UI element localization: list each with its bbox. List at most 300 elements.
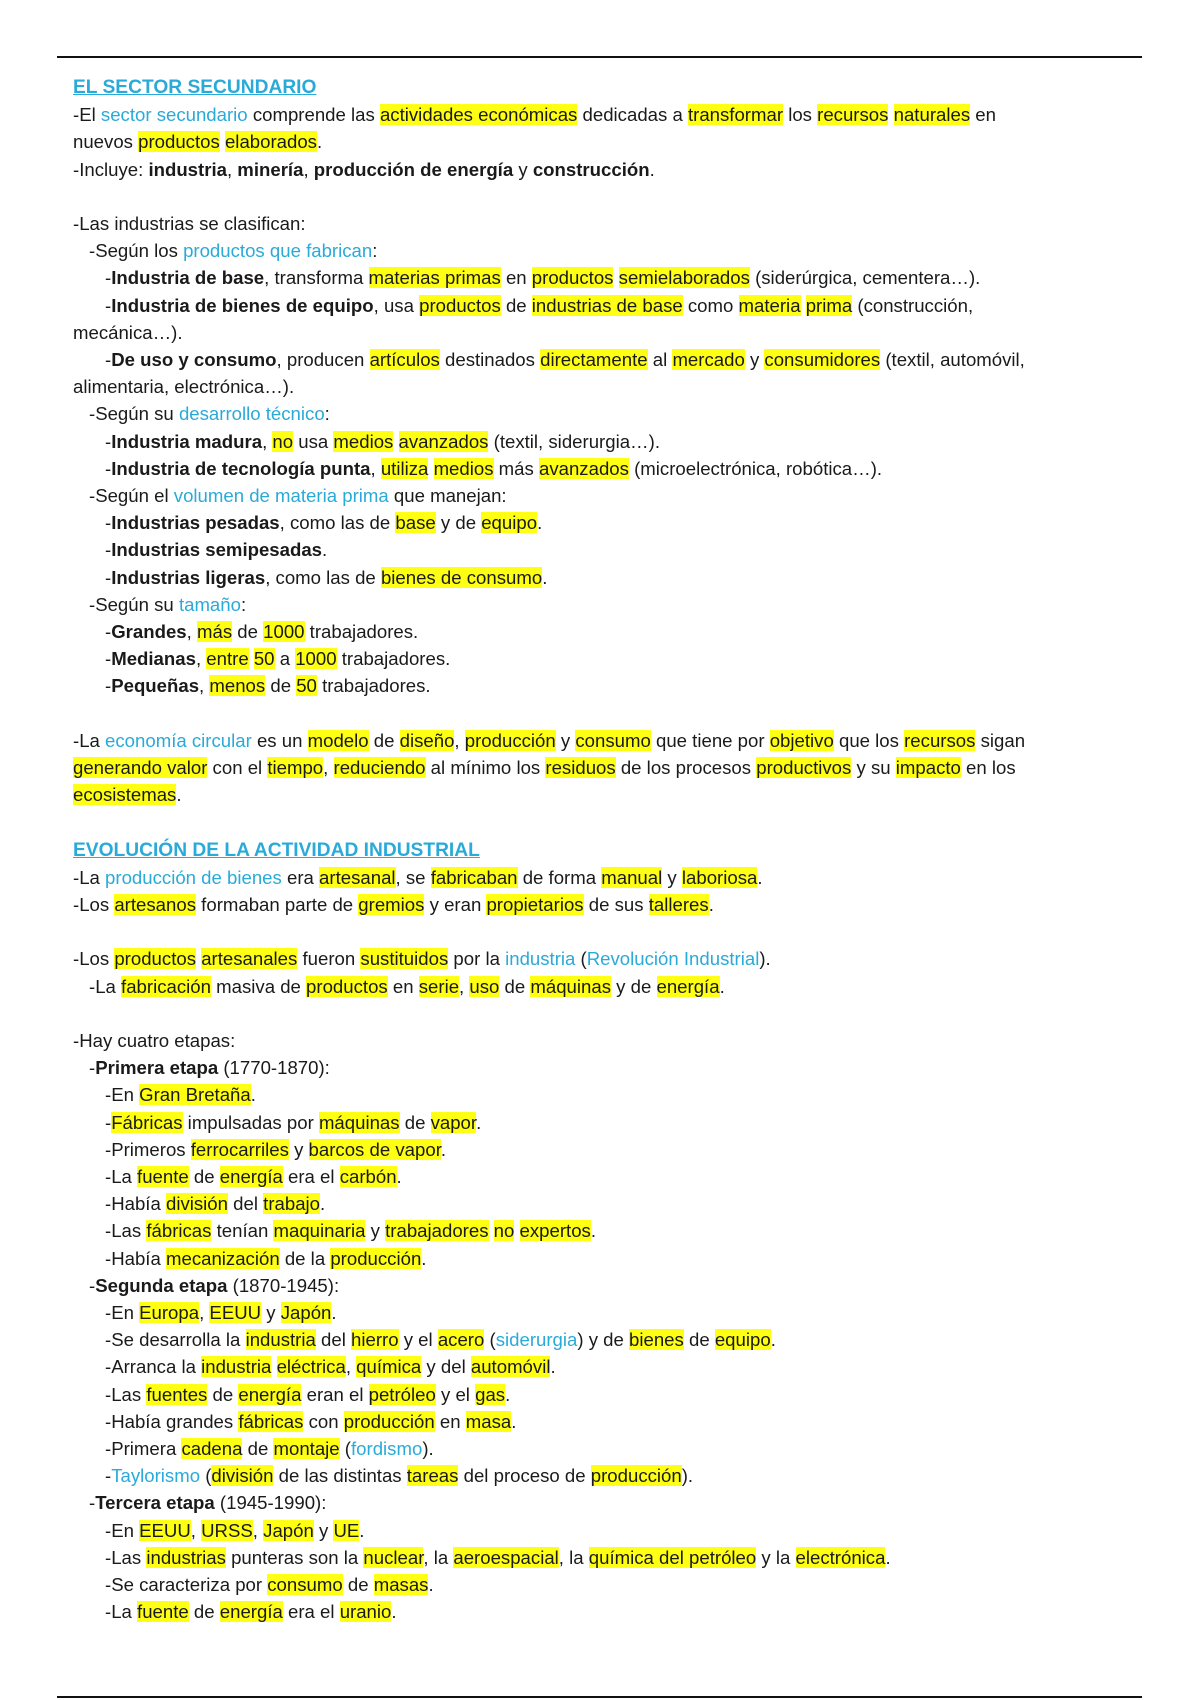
text-line	[73, 1163, 1123, 1190]
section-heading-line	[73, 73, 1123, 101]
text-span: fueron	[297, 948, 361, 970]
text-span: .	[708, 894, 714, 916]
text-span: de	[265, 675, 297, 697]
text-line	[73, 346, 1123, 373]
text-span: y de	[435, 512, 482, 534]
text-line	[73, 455, 1123, 482]
highlighted-term: industrias de base	[531, 294, 683, 316]
highlighted-term: entre	[206, 648, 249, 670]
text-span: .	[590, 1220, 597, 1242]
text-span: de	[500, 294, 532, 316]
text-span: -	[105, 675, 112, 697]
text-span: .	[316, 131, 323, 153]
highlighted-term: utiliza	[380, 457, 429, 479]
key-term: productos que fabrican	[183, 240, 373, 262]
text-span: .	[770, 1329, 776, 1351]
text-span: y	[555, 729, 576, 751]
text-span: y	[313, 1519, 334, 1541]
highlighted-term: ferrocarriles	[190, 1138, 289, 1160]
text-line	[73, 1598, 1123, 1625]
bold-term: Industria de base	[111, 267, 265, 289]
text-span	[613, 267, 618, 288]
highlighted-term: 1000	[295, 648, 337, 670]
text-span: :	[372, 240, 378, 262]
text-span: de	[242, 1438, 274, 1460]
highlighted-term: recursos	[817, 104, 889, 126]
text-line	[73, 1435, 1123, 1462]
text-span: :	[324, 403, 330, 425]
highlighted-term: masa	[465, 1410, 512, 1432]
text-span: -Las industrias se clasifican:	[73, 213, 306, 234]
text-span: -Arranca la	[105, 1356, 202, 1378]
text-line	[73, 1190, 1123, 1217]
text-span: -La	[73, 866, 106, 888]
text-span: .	[421, 1247, 427, 1269]
highlighted-term: transformar	[687, 104, 784, 126]
highlighted-term: artesanales	[201, 948, 298, 970]
highlighted-term: manual	[601, 866, 663, 888]
highlighted-term: división	[211, 1465, 274, 1487]
highlighted-term: más	[196, 621, 233, 643]
text-span: de	[232, 621, 264, 643]
highlighted-term: energía	[238, 1383, 302, 1405]
highlighted-term: Gran Bretaña	[139, 1084, 251, 1106]
text-span: ,	[303, 158, 314, 180]
text-span: de	[342, 1574, 374, 1596]
text-span: ).	[422, 1438, 434, 1460]
text-span: ,	[345, 1356, 357, 1378]
highlighted-term: maquinaria	[273, 1220, 366, 1242]
text-span: -Se desarrolla la	[105, 1329, 246, 1351]
text-span: ,	[226, 158, 238, 180]
text-line	[73, 1109, 1123, 1136]
highlighted-term: impacto	[895, 757, 961, 779]
key-term: tamaño	[178, 593, 241, 615]
text-line	[73, 1054, 1123, 1081]
text-span: era el	[282, 1166, 340, 1188]
text-line	[73, 672, 1123, 699]
highlighted-term: uranio	[339, 1601, 392, 1623]
text-line	[73, 292, 1123, 319]
bold-term: Pequeñas	[111, 675, 200, 697]
key-term: sector secundario	[100, 104, 248, 126]
text-span: los	[783, 104, 818, 126]
text-line	[73, 1326, 1123, 1353]
text-span: ,	[195, 648, 207, 670]
text-span: -La	[73, 729, 106, 751]
text-span: en	[500, 267, 532, 289]
text-span: tenían	[211, 1220, 274, 1242]
highlighted-term: consumo	[575, 729, 651, 751]
text-span: -La	[105, 1166, 138, 1188]
key-term: fordismo	[351, 1438, 423, 1460]
highlighted-term: artículos	[369, 349, 440, 371]
text-span: .	[440, 1138, 447, 1160]
text-span: -Según los	[89, 240, 184, 262]
highlighted-term: montaje	[273, 1438, 340, 1460]
text-span: ,	[370, 457, 381, 479]
text-span: (	[339, 1438, 351, 1460]
highlighted-term: carbón	[339, 1166, 397, 1188]
text-span: de forma	[517, 866, 602, 888]
highlighted-term: materias primas	[368, 267, 501, 289]
highlighted-term: objetivo	[769, 729, 834, 751]
key-term: producción de bienes	[105, 866, 282, 888]
text-span: destinados	[439, 349, 541, 371]
highlighted-term: equipo	[714, 1329, 771, 1351]
text-span: por la	[448, 948, 506, 970]
text-span: .	[537, 512, 543, 534]
bold-term: Tercera etapa	[95, 1492, 215, 1514]
text-span: .	[719, 975, 725, 997]
text-line	[73, 618, 1123, 645]
highlighted-term: prima	[805, 294, 853, 316]
bold-term: Medianas	[111, 648, 196, 670]
section-heading: EVOLUCIÓN DE LA ACTIVIDAD INDUSTRIAL	[73, 839, 480, 861]
text-span: ,	[252, 1519, 264, 1541]
highlighted-term: residuos	[545, 757, 616, 779]
text-span: .	[359, 1519, 365, 1541]
text-span	[271, 1356, 276, 1377]
highlighted-term: UE	[333, 1519, 360, 1541]
text-span: -	[89, 1274, 96, 1296]
highlighted-term: productos	[419, 294, 501, 316]
text-span: ,	[459, 975, 470, 997]
highlighted-term: acero	[437, 1329, 485, 1351]
text-span: -	[105, 1111, 112, 1133]
highlighted-term: electrónica	[795, 1546, 886, 1568]
text-span: -En	[105, 1302, 140, 1324]
text-line	[73, 1081, 1123, 1108]
text-span: y	[365, 1220, 386, 1242]
text-line	[73, 210, 1123, 237]
text-span: -	[105, 294, 112, 316]
highlighted-term: consumidores	[764, 349, 881, 371]
highlighted-term: industria	[245, 1329, 316, 1351]
text-span: -Las	[105, 1546, 147, 1568]
text-span: ).	[759, 948, 771, 970]
bold-term: producción de energía	[313, 158, 514, 180]
text-span: .	[649, 158, 655, 180]
bold-term: Industria de bienes de equipo	[111, 294, 374, 316]
highlighted-term: nuclear	[363, 1546, 424, 1568]
text-span: .	[476, 1111, 482, 1133]
highlighted-term: medios	[433, 457, 494, 479]
text-span: sigan	[975, 729, 1026, 751]
highlighted-term: consumo	[267, 1574, 343, 1596]
highlighted-term: fabricaban	[430, 866, 518, 888]
text-line	[73, 536, 1123, 563]
text-span: de	[399, 1111, 431, 1133]
highlighted-term: EEUU	[209, 1302, 262, 1324]
top-rule	[57, 56, 1142, 58]
highlighted-term: química del petróleo	[588, 1546, 757, 1568]
text-span: -	[105, 539, 112, 561]
text-span: -	[89, 1492, 96, 1514]
highlighted-term: energía	[219, 1601, 283, 1623]
text-span: de	[499, 975, 531, 997]
text-line	[73, 237, 1123, 264]
bold-term: Industria de tecnología punta	[111, 457, 371, 479]
bold-term: Industrias semipesadas	[111, 539, 323, 561]
text-span: con el	[207, 757, 268, 779]
text-span: -Según su	[89, 403, 179, 425]
text-span: -	[105, 430, 112, 452]
text-span: :	[240, 593, 247, 615]
text-span: nuevos	[73, 131, 139, 153]
blank-line	[73, 700, 1123, 727]
highlighted-term: fuentes	[146, 1383, 208, 1405]
text-span: en	[387, 975, 419, 997]
text-span: , transforma	[264, 267, 369, 289]
text-line	[73, 864, 1123, 891]
text-span: -Los	[73, 948, 115, 970]
text-span: y	[662, 866, 682, 888]
highlighted-term: tareas	[406, 1465, 459, 1487]
text-line	[73, 400, 1123, 427]
highlighted-term: 1000	[263, 621, 305, 643]
highlighted-term: sustituidos	[360, 948, 449, 970]
bold-term: Grandes	[111, 621, 187, 643]
text-span: -	[105, 457, 112, 479]
highlighted-term: generando valor	[73, 757, 208, 779]
key-term: desarrollo técnico	[178, 403, 325, 425]
highlighted-term: mecanización	[165, 1247, 280, 1269]
text-line	[73, 1245, 1123, 1272]
text-span: -El	[73, 104, 101, 126]
text-span: , como las de	[279, 512, 396, 534]
highlighted-term: medios	[333, 430, 394, 452]
text-line	[73, 319, 1123, 346]
highlighted-term: industrias	[146, 1546, 226, 1568]
text-span: -Las	[105, 1383, 147, 1405]
text-span: que los	[833, 729, 905, 751]
text-span: que tiene por	[650, 729, 770, 751]
text-span: -	[89, 1057, 96, 1079]
text-line	[73, 509, 1123, 536]
text-line	[73, 1027, 1123, 1054]
highlighted-term: semielaborados	[618, 267, 750, 289]
text-span: de sus	[583, 894, 649, 916]
text-span: al	[647, 349, 673, 371]
highlighted-term: aeroespacial	[453, 1546, 559, 1568]
highlighted-term: ecosistemas	[73, 784, 177, 806]
text-line	[73, 945, 1123, 972]
text-span: era el	[282, 1601, 340, 1623]
highlighted-term: mercado	[672, 349, 745, 371]
text-span: eran el	[301, 1383, 369, 1405]
text-span: .	[757, 866, 763, 888]
text-span: y	[288, 1138, 309, 1160]
text-line	[73, 1272, 1123, 1299]
text-span: de	[368, 729, 400, 751]
text-span	[428, 458, 433, 479]
text-span: dedicadas a	[577, 104, 688, 126]
text-line	[73, 564, 1123, 591]
text-span: (1870-1945):	[227, 1274, 340, 1296]
text-span: (construcción,	[852, 294, 974, 316]
highlighted-term: 50	[253, 648, 275, 670]
text-span: -	[105, 267, 112, 289]
key-term: volumen de materia prima	[173, 485, 389, 507]
text-span: alimentaria, electrónica…).	[73, 376, 295, 398]
text-span: , usa	[373, 294, 420, 316]
text-span: como	[682, 294, 739, 316]
text-span: y	[513, 158, 533, 180]
text-span: -Se caracteriza por	[105, 1574, 268, 1596]
highlighted-term: vapor	[430, 1111, 477, 1133]
text-span: , la	[558, 1546, 589, 1568]
highlighted-term: barcos de vapor	[308, 1138, 441, 1160]
text-span: -	[105, 349, 112, 371]
text-span: (microelectrónica, robótica…).	[628, 457, 883, 479]
text-span: y de	[611, 975, 657, 997]
key-term: industria	[505, 948, 576, 970]
text-span: -Según su	[89, 593, 179, 615]
highlighted-term: automóvil	[470, 1356, 551, 1378]
text-line	[73, 1408, 1123, 1435]
text-span: .	[250, 1084, 256, 1106]
text-span: .	[885, 1546, 891, 1568]
text-span: más	[493, 457, 539, 479]
text-span: , como las de	[265, 566, 381, 588]
bold-term: Segunda etapa	[95, 1274, 228, 1296]
section-heading-line	[73, 836, 1123, 864]
text-span: (	[484, 1329, 496, 1351]
text-span: , la	[423, 1546, 454, 1568]
text-span: y del	[421, 1356, 471, 1378]
text-span: y	[744, 349, 765, 371]
highlighted-term: petróleo	[368, 1383, 436, 1405]
highlighted-term: eléctrica	[276, 1356, 346, 1378]
text-span: de	[683, 1329, 715, 1351]
highlighted-term: producción	[590, 1465, 682, 1487]
highlighted-term: propietarios	[486, 894, 584, 916]
text-span	[393, 431, 398, 452]
highlighted-term: Fábricas	[111, 1111, 183, 1133]
text-line	[73, 101, 1123, 128]
text-span: del proceso de	[458, 1465, 591, 1487]
highlighted-term: bienes	[629, 1329, 684, 1351]
text-span: ,	[262, 430, 273, 452]
text-span: ,	[323, 757, 334, 779]
text-span: trabajadores.	[336, 648, 451, 670]
text-span: ,	[186, 621, 197, 643]
highlighted-term: expertos	[519, 1220, 591, 1242]
highlighted-term: fábricas	[238, 1410, 304, 1432]
text-span: trabajadores.	[316, 675, 431, 697]
highlighted-term: diseño	[399, 729, 455, 751]
text-span: .	[322, 539, 328, 561]
text-span: -Había grandes	[105, 1410, 239, 1432]
text-span: , producen	[276, 349, 370, 371]
text-line	[73, 482, 1123, 509]
text-span: ).	[681, 1465, 694, 1487]
text-span: formaban parte de	[196, 894, 359, 916]
highlighted-term: industria	[201, 1356, 272, 1378]
text-span: en	[434, 1410, 466, 1432]
key-term: Taylorismo	[111, 1465, 201, 1487]
text-span: del	[315, 1329, 351, 1351]
key-term: economía circular	[105, 729, 252, 751]
text-span: (textil, automóvil,	[880, 349, 1025, 371]
bold-term: industria	[148, 158, 227, 180]
text-span: con	[303, 1410, 344, 1432]
highlighted-term: producción	[464, 729, 556, 751]
text-span: (	[200, 1465, 212, 1487]
text-line	[73, 727, 1123, 754]
bottom-rule	[57, 1696, 1142, 1698]
bold-term: Industria madura	[111, 430, 263, 452]
highlighted-term: laboriosa	[681, 866, 758, 888]
highlighted-term: 50	[296, 675, 317, 697]
text-span: al mínimo los	[425, 757, 546, 779]
text-span: -	[105, 566, 112, 588]
text-line	[73, 1462, 1123, 1489]
highlighted-term: recursos	[904, 729, 976, 751]
highlighted-term: avanzados	[398, 430, 489, 452]
highlighted-term: gas	[475, 1383, 506, 1405]
text-line	[73, 1489, 1123, 1516]
highlighted-term: energía	[656, 975, 720, 997]
document-body	[73, 73, 1123, 1626]
text-span	[801, 295, 806, 316]
text-span: -	[105, 1465, 112, 1487]
text-span: y la	[756, 1546, 796, 1568]
text-span: .	[391, 1601, 397, 1623]
text-span: de las distintas	[273, 1465, 407, 1487]
text-span: de	[188, 1601, 220, 1623]
bold-term: Industrias ligeras	[111, 566, 266, 588]
highlighted-term: equipo	[481, 512, 538, 534]
text-span: usa	[293, 430, 334, 452]
highlighted-term: artesanos	[114, 894, 197, 916]
highlighted-term: bienes de consumo	[380, 566, 543, 588]
highlighted-term: tiempo	[267, 757, 324, 779]
text-line	[73, 128, 1123, 155]
text-span: -Incluye:	[73, 158, 149, 180]
text-span: era	[281, 866, 320, 888]
highlighted-term: productos	[138, 131, 220, 153]
highlighted-term: Japón	[263, 1519, 314, 1541]
text-span: .	[550, 1356, 556, 1378]
text-span: -Hay cuatro etapas:	[73, 1030, 236, 1052]
highlighted-term: máquinas	[530, 975, 612, 997]
blank-line	[73, 183, 1123, 210]
text-line	[73, 754, 1123, 781]
highlighted-term: fabricación	[121, 975, 211, 997]
highlighted-term: fábricas	[146, 1220, 212, 1242]
bold-term: construcción	[532, 158, 650, 180]
text-span: ,	[190, 1519, 202, 1541]
highlighted-term: avanzados	[538, 457, 629, 479]
text-line	[73, 1517, 1123, 1544]
bold-term: Primera etapa	[95, 1057, 219, 1079]
text-span	[514, 1220, 519, 1241]
key-term: siderurgia	[495, 1329, 578, 1351]
text-line	[73, 1571, 1123, 1598]
text-span: de	[207, 1383, 239, 1405]
highlighted-term: Europa	[139, 1302, 200, 1324]
highlighted-term: energía	[219, 1166, 283, 1188]
text-span: -Los	[73, 894, 115, 916]
text-span: .	[320, 1193, 326, 1215]
highlighted-term: no	[272, 430, 294, 452]
blank-line	[73, 1000, 1123, 1027]
highlighted-term: división	[165, 1193, 228, 1215]
text-span: -La	[89, 975, 122, 997]
highlighted-term: producción	[330, 1247, 422, 1269]
